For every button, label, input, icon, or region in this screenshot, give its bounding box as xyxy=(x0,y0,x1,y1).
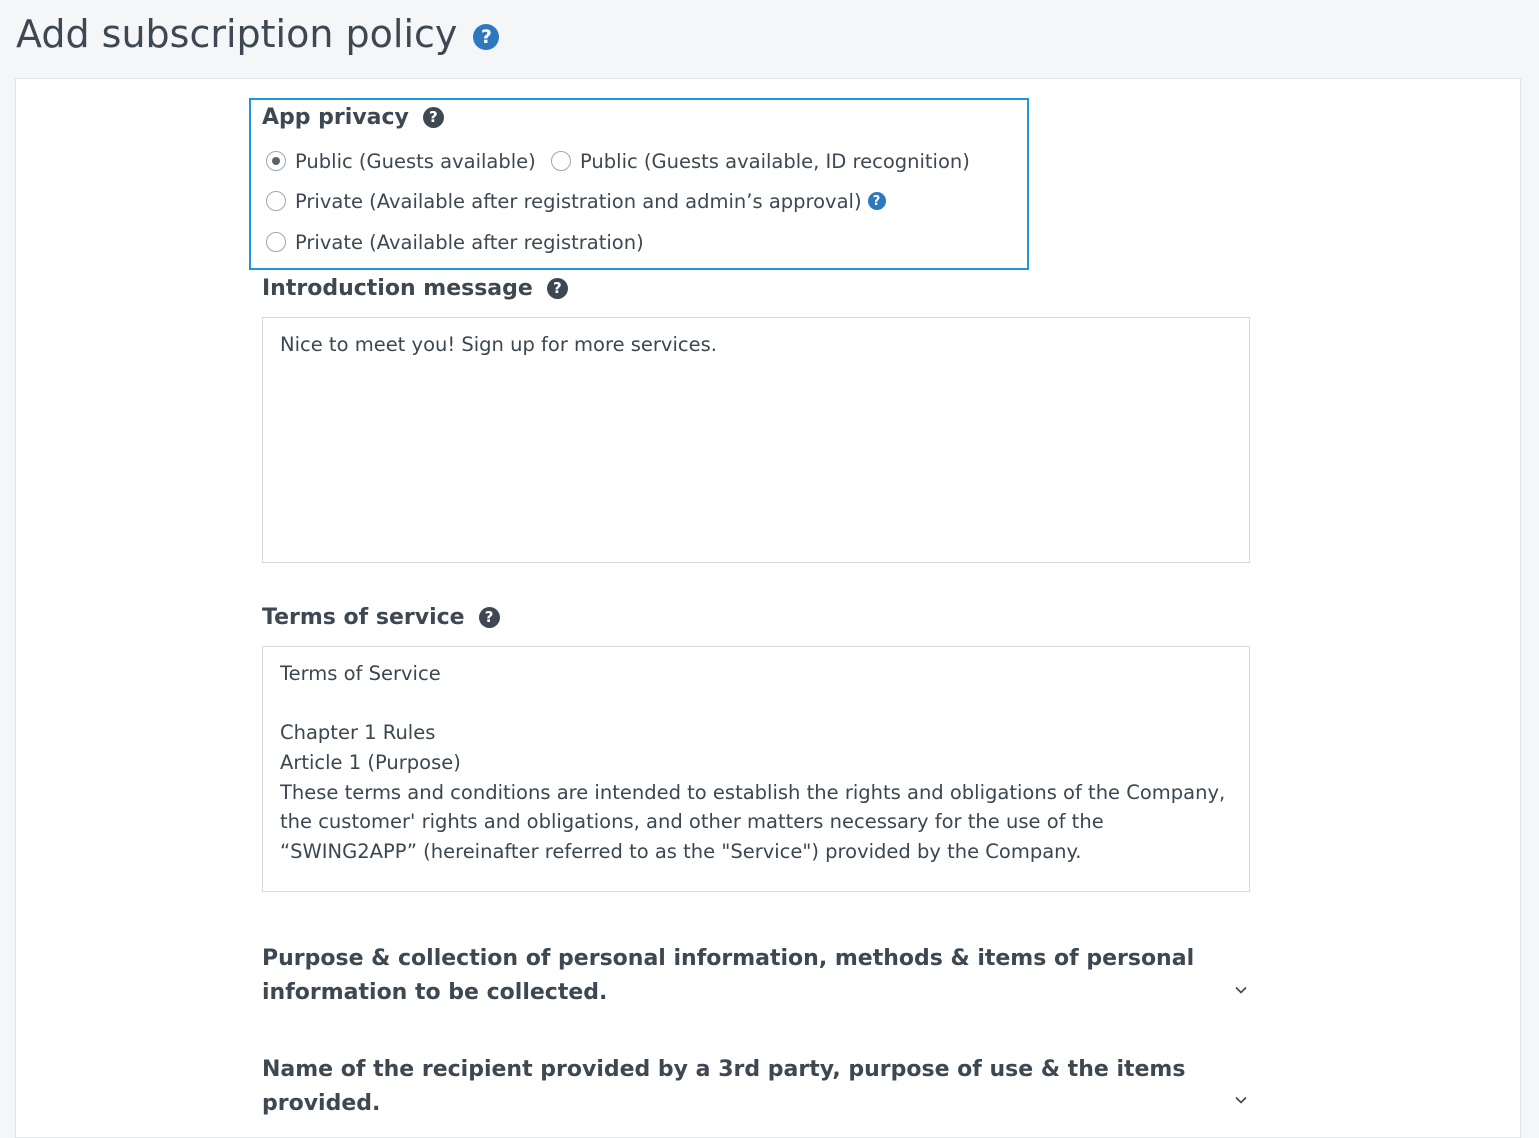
question-circle-icon[interactable]: ? xyxy=(473,24,499,50)
accordion-third-party[interactable] xyxy=(262,1053,1242,1121)
terms-of-service-label-text: Terms of service xyxy=(262,604,465,630)
radio-button[interactable] xyxy=(266,191,286,211)
accordion-personal-info[interactable] xyxy=(262,942,1242,1010)
terms-of-service-label xyxy=(262,602,500,632)
accordion-title-line: Name of the recipient provided by a 3rd party, purpose of use & the items provided. xyxy=(262,1057,1186,1116)
textarea-line: Terms of Service xyxy=(280,662,441,685)
radio-option-private[interactable] xyxy=(266,227,644,257)
accordion-title-line: information to be collected. xyxy=(262,980,608,1005)
textarea-line: “SWING2APP” (hereinafter referred to as the "Service") provided by the Company. xyxy=(280,840,1082,864)
introduction-message-label-text: Introduction message xyxy=(262,275,533,301)
page-title-text: Add subscription policy xyxy=(16,12,458,56)
introduction-message-label xyxy=(262,273,568,303)
question-circle-icon[interactable]: ? xyxy=(547,278,568,299)
radio-label: Private (Available after registration and admin’s approval) xyxy=(295,189,862,213)
textarea-line: These terms and conditions are intended to establish the rights and obligations of the Company, xyxy=(280,780,1226,804)
textarea-line xyxy=(280,689,1232,719)
terms-of-service-textarea[interactable] xyxy=(262,646,1250,892)
radio-option-public[interactable] xyxy=(266,146,536,176)
radio-option-public-id[interactable] xyxy=(551,146,970,176)
chevron-down-icon[interactable] xyxy=(1235,1094,1247,1106)
textarea-value: Nice to meet you! Sign up for more services. xyxy=(280,333,717,356)
app-privacy-label-text: App privacy xyxy=(262,104,409,130)
radio-label: Private (Available after registration) xyxy=(295,230,644,254)
question-circle-icon[interactable]: ? xyxy=(423,107,444,128)
radio-label: Public (Guests available, ID recognition) xyxy=(580,149,970,173)
accordion-title-line: Purpose & collection of personal information, methods & items of personal xyxy=(262,946,1195,971)
textarea-line: Article 1 (Purpose) xyxy=(280,751,461,775)
radio-button[interactable] xyxy=(266,232,286,252)
question-circle-icon[interactable]: ? xyxy=(868,192,886,210)
introduction-message-textarea[interactable] xyxy=(262,317,1250,563)
radio-option-private-approval[interactable] xyxy=(266,186,886,216)
question-circle-icon[interactable]: ? xyxy=(479,607,500,628)
textarea-line: the customer' rights and obligations, and other matters necessary for the use of the xyxy=(280,810,1104,834)
radio-label: Public (Guests available) xyxy=(295,149,536,173)
page-title xyxy=(16,8,499,60)
app-privacy-label xyxy=(262,102,444,132)
chevron-down-icon[interactable] xyxy=(1235,984,1247,996)
radio-button[interactable] xyxy=(551,151,571,171)
radio-button-checked[interactable] xyxy=(266,151,286,171)
textarea-line: Chapter 1 Rules xyxy=(280,721,436,745)
